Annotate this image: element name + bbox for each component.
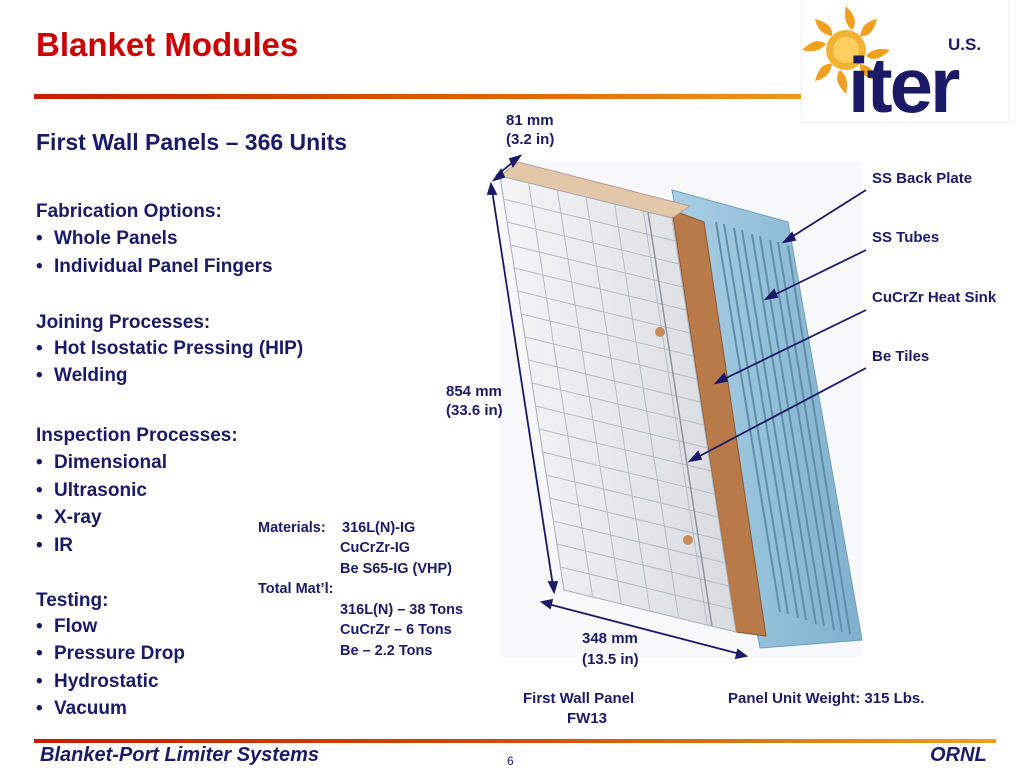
callout-back-plate: SS Back Plate <box>872 170 973 187</box>
width-dim-mm: 348 mm <box>582 630 638 647</box>
logo-big-text: iter <box>848 41 958 122</box>
diagram-caption-id: FW13 <box>567 710 608 727</box>
diagram-caption: First Wall Panel <box>523 690 635 707</box>
bullet-icon: • <box>36 480 43 501</box>
joining-heading: Joining Processes: <box>36 312 211 333</box>
callout-heat-sink: CuCrZr Heat Sink <box>872 289 997 306</box>
materials-line: CuCrZr-IG <box>340 540 411 556</box>
height-dim-in: (33.6 in) <box>446 402 503 419</box>
list-item-label: Hydrostatic <box>54 671 159 692</box>
list-item-label: Hot Isostatic Pressing (HIP) <box>54 338 304 359</box>
callout-be-tiles: Be Tiles <box>872 348 930 365</box>
slide-title: Blanket Modules <box>36 26 299 63</box>
attachment-hole <box>655 327 665 337</box>
slide-subtitle: First Wall Panels – 366 Units <box>36 129 348 155</box>
width-dim-in: (13.5 in) <box>582 651 639 668</box>
page-number: 6 <box>507 754 514 768</box>
fabrication-heading: Fabrication Options: <box>36 201 222 222</box>
footer-program-name: Blanket-Port Limiter Systems <box>40 744 319 766</box>
list-item-label: Individual Panel Fingers <box>54 256 273 277</box>
total-line: CuCrZr – 6 Tons <box>340 622 452 638</box>
thickness-dim-mm: 81 mm <box>506 112 554 129</box>
list-item-label: IR <box>54 535 73 556</box>
bullet-icon: • <box>36 256 43 277</box>
total-materials-label: Total Mat’l: <box>258 581 334 597</box>
materials-label: Materials: <box>258 520 326 536</box>
bullet-icon: • <box>36 228 43 249</box>
list-item-label: X-ray <box>54 507 102 528</box>
callout-tubes: SS Tubes <box>872 229 940 246</box>
total-line: Be – 2.2 Tons <box>340 643 433 659</box>
list-item-label: Whole Panels <box>54 228 178 249</box>
footer-divider <box>34 739 996 743</box>
thickness-dim-in: (3.2 in) <box>506 131 555 148</box>
testing-heading: Testing: <box>36 590 109 611</box>
inspection-heading: Inspection Processes: <box>36 425 238 446</box>
list-item-label: Dimensional <box>54 452 167 473</box>
bullet-icon: • <box>36 616 43 637</box>
height-dim-mm: 854 mm <box>446 383 502 400</box>
total-line: 316L(N) – 38 Tons <box>340 602 464 618</box>
bullet-icon: • <box>36 365 43 386</box>
materials-line: Be S65-IG (VHP) <box>340 561 452 577</box>
logo-small-text: U.S. <box>948 35 982 54</box>
bullet-icon: • <box>36 507 43 528</box>
footer-organization: ORNL <box>930 744 987 766</box>
materials-line: 316L(N)-IG <box>342 520 416 536</box>
list-item-label: Pressure Drop <box>54 643 185 664</box>
list-item-label: Ultrasonic <box>54 480 147 501</box>
list-item-label: Vacuum <box>54 698 127 719</box>
bullet-icon: • <box>36 535 43 556</box>
list-item-label: Welding <box>54 365 128 386</box>
bullet-icon: • <box>36 698 43 719</box>
list-item-label: Flow <box>54 616 98 637</box>
bullet-icon: • <box>36 338 43 359</box>
attachment-hole <box>683 535 693 545</box>
bullet-icon: • <box>36 643 43 664</box>
bullet-icon: • <box>36 452 43 473</box>
bullet-icon: • <box>36 671 43 692</box>
panel-weight: Panel Unit Weight: 315 Lbs. <box>728 690 925 707</box>
